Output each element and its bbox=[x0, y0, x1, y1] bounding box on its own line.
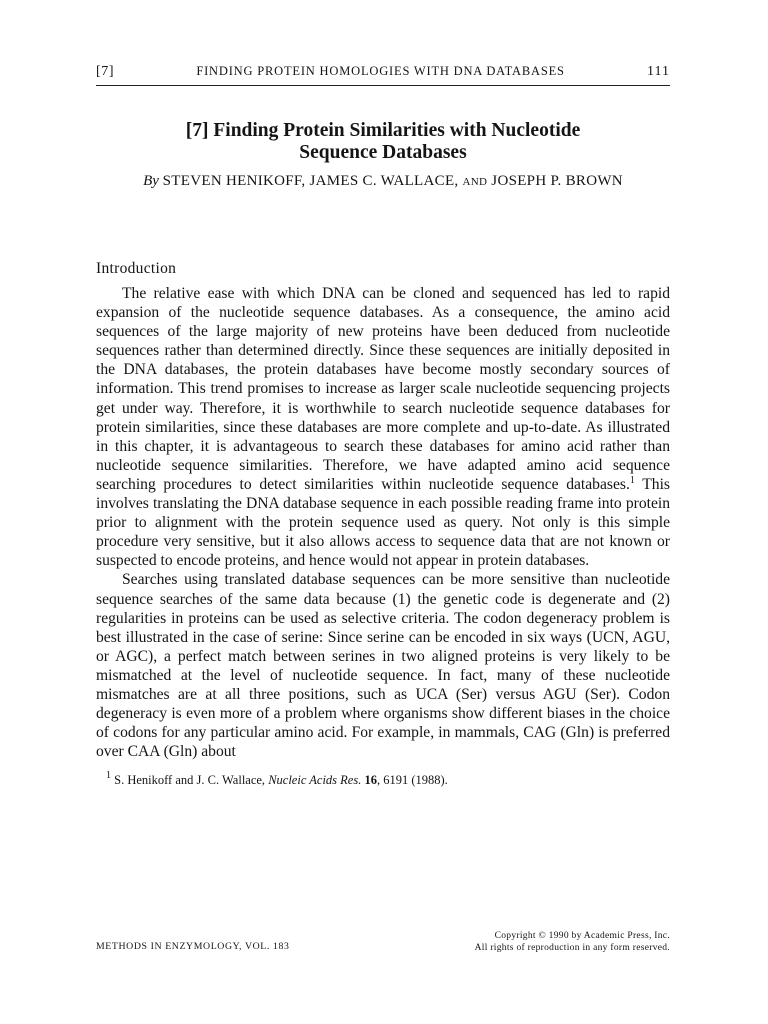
footnote bbox=[96, 770, 670, 788]
paragraph-2: Searches using translated database sequences can be more sensitive than nucleotide sequence searches of the same data because (1) the genetic code is degenerate and (2) regularities in proteins can be used as selective criteria. The codon degeneracy problem is best illustrated in the case of serine: Since serine can be encoded in six ways (UCN, AGU, or AGC), a perfect match between serines in two aligned proteins is very likely to be mismatched at the level of nucleotide sequence. In fact, many of these nucleotide mismatches are at all three positions, such as UCA (Ser) versus AGU (Ser). Codon degeneracy is even more of a problem where organisms show different biases in the choice of codons for any particular amino acid. For example, in mammals, CAG (Gln) is preferred over CAA (Gln) about bbox=[96, 571, 670, 761]
chapter-title bbox=[126, 120, 640, 164]
footnote-marker: 1 bbox=[106, 770, 111, 782]
reference-marker: 1 bbox=[629, 474, 635, 486]
page-body bbox=[96, 64, 670, 788]
chapter-title-line-2: Sequence Databases bbox=[299, 142, 467, 163]
running-head-title: FINDING PROTEIN HOMOLOGIES WITH DNA DATABASES bbox=[196, 64, 565, 78]
footnote-volume: 16 bbox=[364, 773, 377, 788]
page-number: 111 bbox=[647, 64, 670, 79]
footnote-authors: S. Henikoff and J. C. Wallace, bbox=[111, 773, 269, 788]
footnote-journal: Nucleic Acids Res. bbox=[268, 773, 362, 788]
paragraph-1-text-b: This involves translating the DNA database sequence in each possible reading frame into protein prior to alignment with the protein sequence used as query. Not only is this simple procedure very sensitive, but it also allows access to sequence data that are not known or suspected to encode proteins, and hence would not appear in protein databases. bbox=[96, 475, 670, 570]
section-heading: Introduction bbox=[96, 260, 177, 277]
byline-by: By bbox=[143, 173, 159, 189]
body-text bbox=[96, 284, 670, 761]
footnote-pages: , 6191 (1988). bbox=[376, 773, 448, 788]
paragraph-1 bbox=[96, 284, 670, 570]
running-head bbox=[96, 64, 670, 86]
chapter-title-line-1: [7] Finding Protein Similarities with Nucleotide bbox=[185, 120, 581, 141]
page-footer bbox=[96, 930, 670, 954]
byline-authors: STEVEN HENIKOFF, JAMES C. WALLACE, and JOSEPH P. BROWN bbox=[162, 173, 623, 189]
copyright-block bbox=[475, 930, 670, 954]
running-head-chapter-tag: [7] bbox=[96, 64, 115, 79]
series-info: METHODS IN ENZYMOLOGY, VOL. 183 bbox=[96, 941, 290, 952]
copyright-line: Copyright © 1990 by Academic Press, Inc. bbox=[494, 931, 670, 941]
rights-line: All rights of reproduction in any form reserved. bbox=[474, 943, 670, 953]
paragraph-1-text-a: The relative ease with which DNA can be cloned and sequenced has led to rapid expansion of the nucleotide sequence databases. As a consequence, the amino acid sequences of the large majority of new proteins have been deduced from nucleotide sequences rather than determined directly. Since these sequences are initially deposited in the DNA databases, the protein databases have become mostly secondary sources of information. This trend promises to increase as larger scale nucleotide sequencing projects get under way. Therefore, it is worthwhile to search nucleotide sequence databases for protein similarities, since these databases are more complete and up-to-date. As illustrated in this chapter, it is advantageous to search these databases for amino acid rather than nucleotide sequence similarities. Therefore, we have adapted amino acid sequence searching procedures to detect similarities within nucleotide sequence databases. bbox=[96, 285, 670, 493]
byline bbox=[96, 173, 670, 190]
